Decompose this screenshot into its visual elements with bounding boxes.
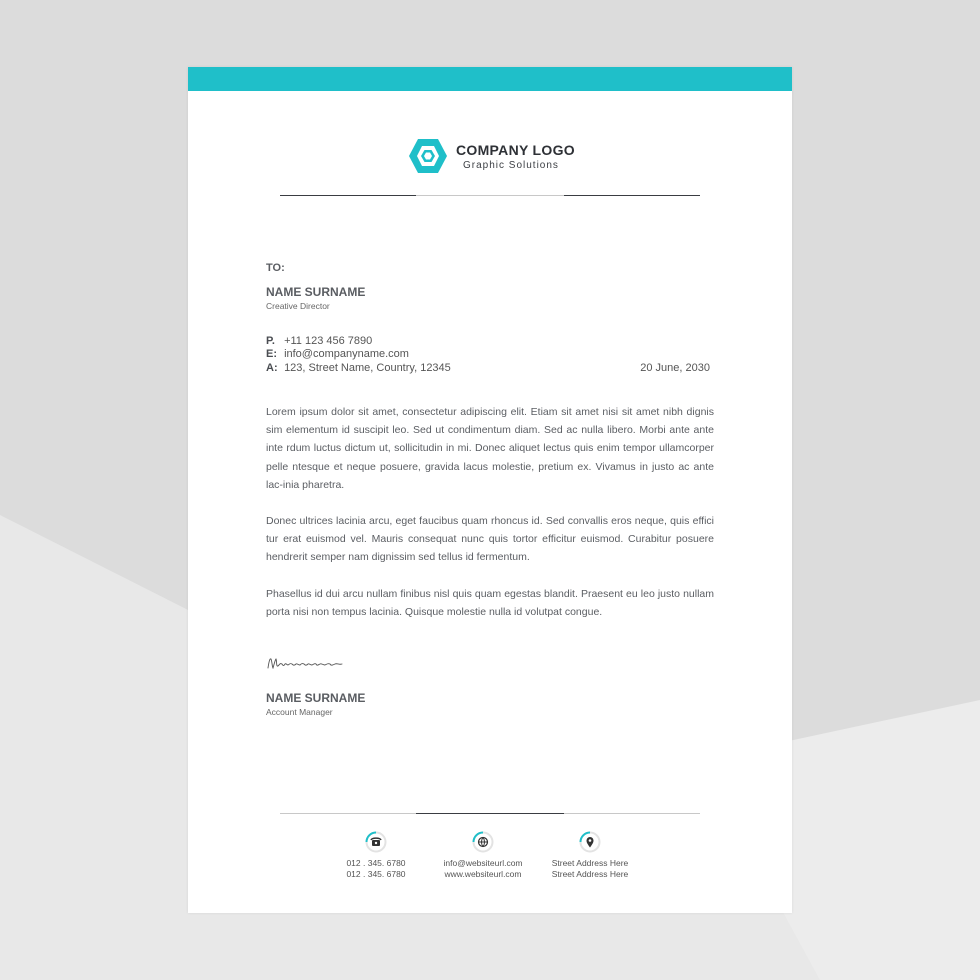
footer-address [535,831,645,879]
footer-address-line-2: Street Address Here [551,868,629,879]
letterhead-page [188,67,792,913]
contact-address [266,362,451,374]
footer-website: www.websiteurl.com [444,868,522,879]
sender-title: Account Manager [266,707,333,717]
company-logo [408,137,575,175]
footer-email: info@websiteurl.com [443,858,523,868]
email-value: info@companyname.com [284,348,409,360]
footer-phone-line-2: 012 . 345. 6780 [346,868,406,879]
accent-top-bar [188,67,792,91]
letter-date: 20 June, 2030 [640,362,710,374]
footer-phone-line-1: 012 . 345. 6780 [346,858,406,868]
footer-address-line-1: Street Address Here [551,858,629,868]
recipient-name: NAME SURNAME [266,285,366,299]
footer-phone [321,831,431,879]
company-tagline: Graphic Solutions [463,159,559,171]
footer-divider-right [564,813,700,814]
globe-icon [472,831,494,853]
phone-label: P. [266,335,275,347]
phone-value: +11 123 456 7890 [284,335,373,347]
body-paragraph-1: Lorem ipsum dolor sit amet, consectetur adipiscing elit. Etiam sit amet nisi sit amet nibh dignis sim elementum id suscipit leo. Sed ut condimentum diam. Sed ac nulla libero. Morbi ante ante inte rdum luctus dictum ut, sollicitudin in mi. Donec aliquet lectus quis enim tempor ullamcorper pelle ntesque et neque posuere, gravida lacus molestie, pretium ex. Vivamus in justo ac ante lac-inia pharetra. [266,406,714,491]
location-pin-icon [579,831,601,853]
hexagon-icon [408,137,448,175]
contact-email [266,348,409,360]
company-name: COMPANY LOGO [456,141,575,158]
address-value: 123, Street Name, Country, 12345 [284,362,451,374]
recipient-title: Creative Director [266,301,330,311]
footer-divider-left [280,813,416,814]
signature-icon [266,655,346,673]
header-divider-left [280,195,416,196]
body-paragraph-3: Phasellus id dui arcu nullam finibus nisl quis quam egestas blandit. Praesent eu leo justo nullam porta nisi non tempus lacinia. Quisque molestie nulla id volutpat congue. [266,588,714,619]
contact-phone [266,335,372,347]
to-label: TO: [266,262,285,274]
email-label: E: [266,348,277,360]
body-paragraph-2: Donec ultrices lacinia arcu, eget faucibus quam rhoncus id. Sed convallis eros neque, quis effici tur erat euismod vel. Mauris consequat nunc quis tortor efficitur euismod. Curabitur posuere hendrerit semper nam dignissim sed tellus id fermentum. [266,515,714,564]
sender-name: NAME SURNAME [266,691,366,705]
header-divider-center [416,195,564,196]
footer-web [428,831,538,879]
footer-divider-center [416,813,564,814]
header-divider-right [564,195,700,196]
address-label: A: [266,362,278,374]
phone-icon [365,831,387,853]
